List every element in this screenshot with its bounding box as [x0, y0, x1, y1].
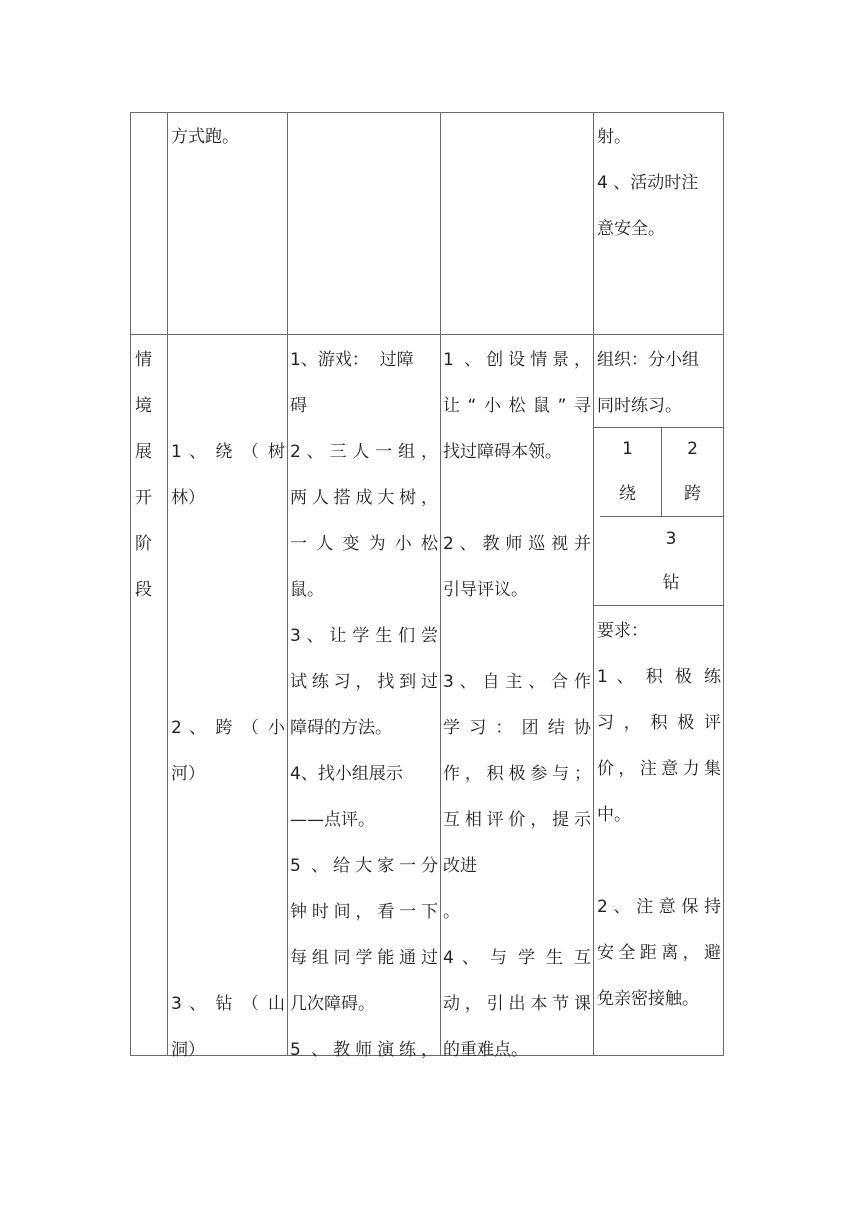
table-left-border — [130, 112, 131, 1056]
table-top-border — [130, 112, 724, 113]
requirement-line: 1 、 积 极 练 — [597, 667, 721, 687]
teacher-line: 4 、 与 学 生 互 — [443, 948, 591, 968]
requirement-line: 价，注意力集 — [597, 759, 721, 779]
student-line: 几次障碍。 — [290, 994, 375, 1014]
student-line: 试练习，找到过 — [290, 672, 438, 692]
content-line: 3 、 钻 （ 山 — [171, 994, 285, 1014]
row1-notes-line: 意安全。 — [597, 219, 665, 239]
requirement-line: 习 ， 积 极 评 — [597, 713, 721, 733]
teacher-line: 引导评议。 — [443, 580, 528, 600]
teacher-line: 互相评价，提示 — [443, 810, 591, 830]
student-line: 碍 — [290, 396, 307, 416]
content-line: 洞） — [171, 1040, 205, 1060]
row-divider — [130, 334, 724, 335]
teacher-line: 2、教师巡视并 — [443, 534, 591, 554]
content-line: 林） — [171, 488, 205, 508]
requirement-line: 安全距离，避 — [597, 943, 721, 963]
teacher-line: 动，引出本节课 — [443, 994, 591, 1014]
teacher-line: 的重难点。 — [443, 1040, 528, 1060]
teacher-line: 。 — [443, 902, 460, 922]
organization-line: 组织：分小组 — [597, 350, 699, 370]
student-line: 5 、给大家一分 — [290, 856, 438, 876]
student-line: 每组同学能通过 — [290, 948, 438, 968]
requirement-line: 2、注意保持 — [597, 897, 721, 917]
teacher-line: 学 习 ： 团 结 协 — [443, 718, 591, 738]
content-line: 1 、 绕 （ 树 — [171, 442, 285, 462]
student-line: 钟时间，看一下 — [290, 902, 438, 922]
student-line: 1、游戏： 过障 — [290, 350, 414, 370]
column-divider-1 — [167, 112, 168, 1056]
stage-char: 开 — [135, 488, 152, 508]
teacher-line: 作，积极参与； — [443, 764, 591, 784]
content-line: 河） — [171, 764, 205, 784]
row1-notes-line: 4 、活动时注 — [597, 173, 699, 193]
diagram-bottom-line — [593, 605, 724, 606]
student-line: 两人搭成大树， — [290, 488, 438, 508]
student-line: 鼠。 — [290, 580, 324, 600]
stage-char: 情 — [135, 350, 152, 370]
requirement-line: 要求： — [597, 621, 648, 641]
requirement-line: 免亲密接触。 — [597, 989, 699, 1009]
stage-char: 段 — [135, 580, 152, 600]
teacher-line: 找过障碍本领。 — [443, 442, 562, 462]
student-line: 4、找小组展示 — [290, 764, 403, 784]
diagram-cell-2-number: 2 — [687, 439, 698, 459]
student-line: 5 、教师演练， — [290, 1040, 438, 1060]
teacher-line: 3、自主、合作 — [443, 672, 591, 692]
diagram-cell-1-label: 绕 — [619, 484, 636, 504]
stage-char: 展 — [135, 442, 152, 462]
organization-line: 同时练习。 — [597, 396, 682, 416]
row1-method-text: 方式跑。 — [171, 127, 239, 147]
student-line: 2、三人一组， — [290, 442, 438, 462]
column-divider-3 — [440, 112, 441, 1056]
diagram-cell-3-label: 钻 — [662, 573, 680, 593]
content-line: 2 、 跨 （ 小 — [171, 718, 285, 738]
diagram-cell-3-number: 3 — [665, 529, 677, 549]
requirement-line: 中。 — [597, 805, 631, 825]
stage-char: 境 — [135, 396, 152, 416]
teacher-line: 改进 — [443, 856, 477, 876]
student-line: ——点评。 — [290, 810, 375, 830]
student-line: 3、让学生们尝 — [290, 626, 438, 646]
diagram-cell-2-label: 跨 — [684, 484, 701, 504]
teacher-line: 1 、创设情景， — [443, 350, 591, 370]
student-line: 一 人 变 为 小 松 — [290, 534, 438, 554]
diagram-cell-1-number: 1 — [622, 439, 633, 459]
stage-char: 阶 — [135, 534, 152, 554]
column-divider-4 — [593, 112, 594, 1056]
student-line: 障碍的方法。 — [290, 718, 392, 738]
column-divider-2 — [287, 112, 288, 1056]
row1-notes-line: 射。 — [597, 127, 631, 147]
teacher-line: 让“小松鼠”寻 — [443, 396, 591, 416]
